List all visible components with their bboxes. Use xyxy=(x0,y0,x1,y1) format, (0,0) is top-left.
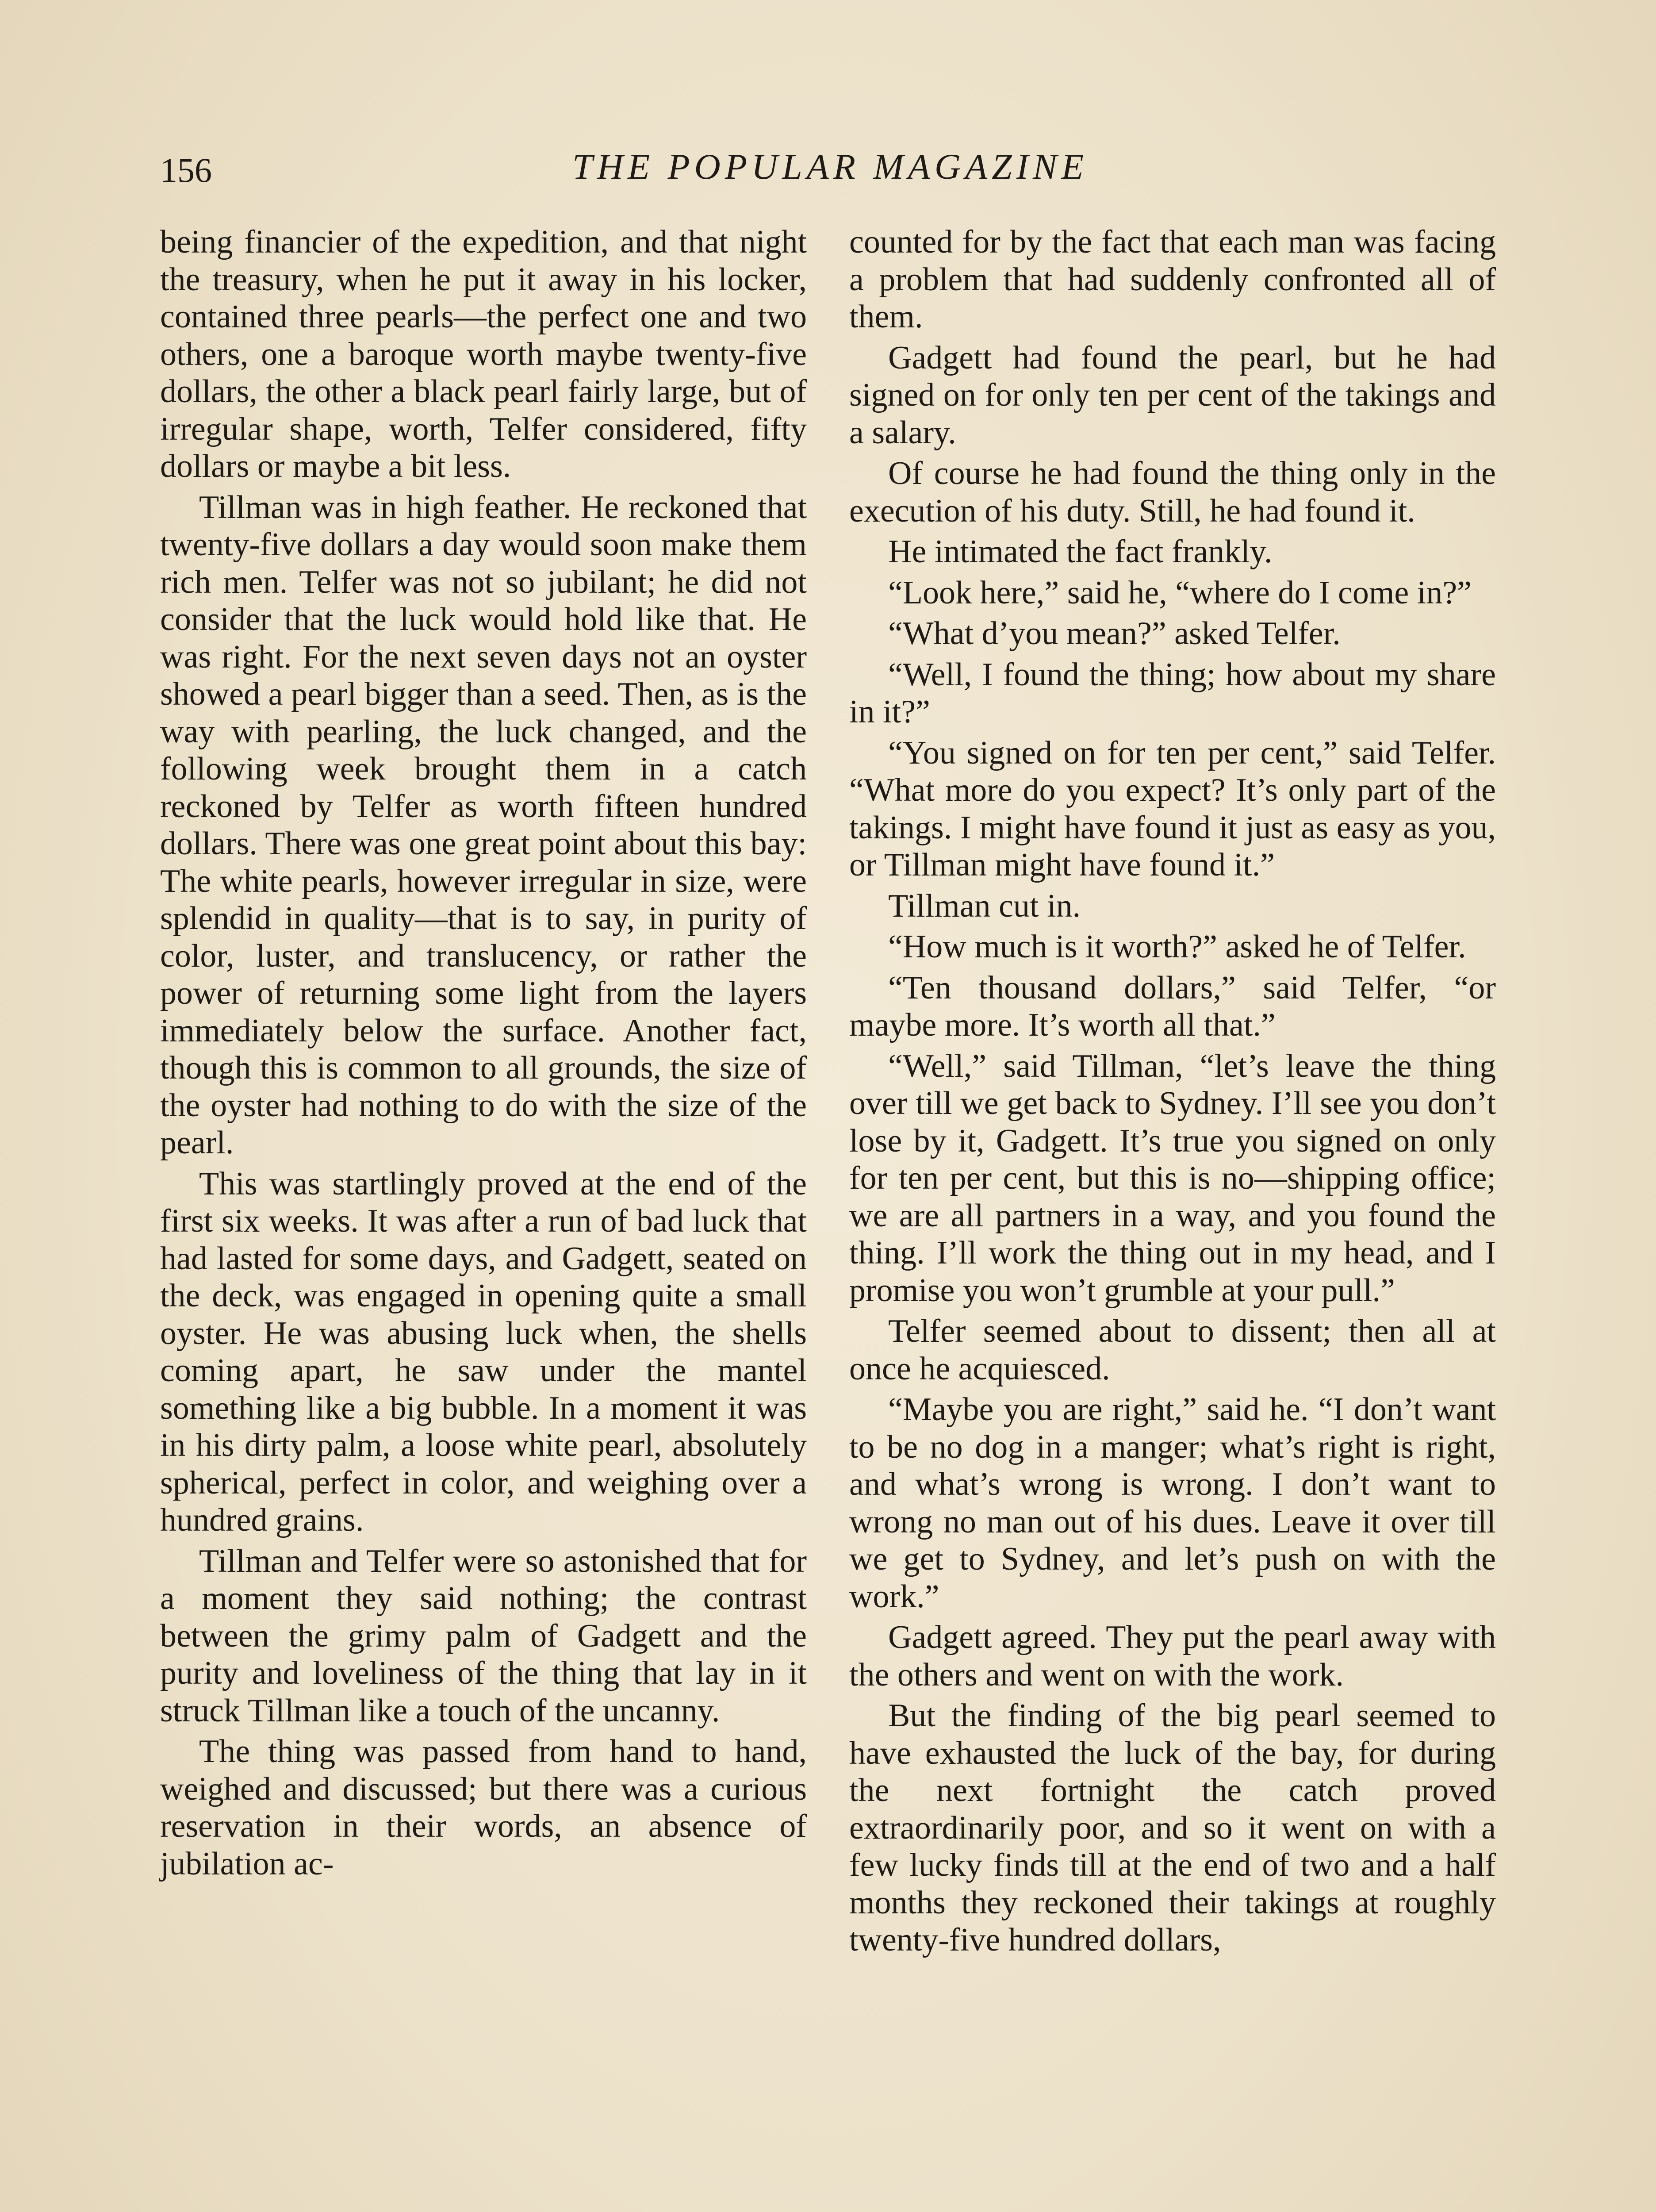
paragraph: “Look here,” said he, “where do I come in?” xyxy=(888,574,1472,611)
paragraph: But the finding of the big pearl seemed to have exhausted the luck of the bay, for during the next fortnight the catch proved extraordinarily poor, and so it went on with a few lucky finds till at the end of two and a half months they reckoned their takings at roughly twenty-five hundred dollars, xyxy=(849,1697,1496,1958)
page-header xyxy=(160,146,1500,208)
paragraph: being financier of the expedition, and that night the treasury, when he put it away in his locker, contained three pearls—the perfect one and two others, one a baroque worth maybe twenty-five dollars, the other a black pearl fairly large, but of irregular shape, worth, Telfer considered, fifty dollars or maybe a bit less. xyxy=(160,224,807,484)
paragraph: The thing was passed from hand to hand, weighed and discussed; but there was a curious reservation in their words, an absence of jubilation ac- xyxy=(160,1733,807,1882)
paragraph: Tillman and Telfer were so astonished that for a moment they said nothing; the contrast between the grimy palm of Gadgett and the purity and loveliness of the thing that lay in it struck Tillman like a touch of the uncanny. xyxy=(160,1543,807,1729)
running-title: THE POPULAR MAGAZINE xyxy=(572,146,1088,187)
paragraph: He intimated the fact frankly. xyxy=(888,534,1273,570)
page-number: 156 xyxy=(160,151,212,189)
paragraph: “How much is it worth?” asked he of Telfer. xyxy=(888,929,1466,965)
paragraph: Telfer seemed about to dissent; then all at once he acquiesced. xyxy=(849,1313,1496,1387)
right-column xyxy=(849,223,1496,1962)
paragraph: Tillman cut in. xyxy=(888,887,1081,924)
paragraph: “Maybe you are right,” said he. “I don’t want to be no dog in a manger; what’s right is right, and what’s wrong is wrong. I don’t want to wrong no man out of his dues. Leave it over till we get to Sydney, and let’s push on with the work.” xyxy=(849,1391,1496,1615)
paragraph: counted for by the fact that each man was facing a problem that had suddenly confronted all of them. xyxy=(849,224,1496,335)
paragraph: Gadgett had found the pearl, but he had signed on for only ten per cent of the takings and a salary. xyxy=(849,339,1496,451)
paragraph: “Well,” said Tillman, “let’s leave the thing over till we get back to Sydney. I’ll see you don’t lose by it, Gadgett. It’s true you signed on only for ten per cent, but this is no—shipping office; we are all partners in a way, and you found the thing. I’ll work the thing out in my head, and I promise you won’t grumble at your pull.” xyxy=(849,1048,1496,1309)
paragraph: Gadgett agreed. They put the pearl away with the others and went on with the work. xyxy=(849,1619,1496,1693)
paragraph: This was startlingly proved at the end of the first six weeks. It was after a run of bad luck that had lasted for some days, and Gadgett, seated on the deck, was engaged in opening quite a small oyster. He was abusing luck when, the shells coming apart, he saw under the mantel something like a big bubble. In a moment it was in his dirty palm, a loose white pearl, absolutely spherical, perfect in color, and weighing over a hundred grains. xyxy=(160,1165,807,1538)
paragraph: Of course he had found the thing only in the execution of his duty. Still, he had found it. xyxy=(849,455,1496,529)
paragraph: “Ten thousand dollars,” said Telfer, “or maybe more. It’s worth all that.” xyxy=(849,969,1496,1043)
left-column xyxy=(160,223,807,1886)
paragraph: “Well, I found the thing; how about my share in it?” xyxy=(849,656,1496,730)
paragraph: “What d’you mean?” asked Telfer. xyxy=(888,615,1341,652)
paragraph: “You signed on for ten per cent,” said Telfer. “What more do you expect? It’s only part of the takings. I might have found it just as easy as you, or Tillman might have found it.” xyxy=(849,734,1496,883)
paragraph: Tillman was in high feather. He reckoned that twenty-five dollars a day would soon make them rich men. Telfer was not so jubilant; he did not consider that the luck would hold like that. He was right. For the next seven days not an oyster showed a pearl bigger than a seed. Then, as is the way with pearling, the luck changed, and the following week brought them in a catch reckoned by Telfer as worth fifteen hundred dollars. There was one great point about this bay: The white pearls, however irregular in size, were splendid in quality—that is to say, in purity of color, luster, and translucency, or rather the power of returning some light from the layers immediately below the surface. Another fact, though this is common to all grounds, the size of the oyster had nothing to do with the size of the pearl. xyxy=(160,489,807,1161)
